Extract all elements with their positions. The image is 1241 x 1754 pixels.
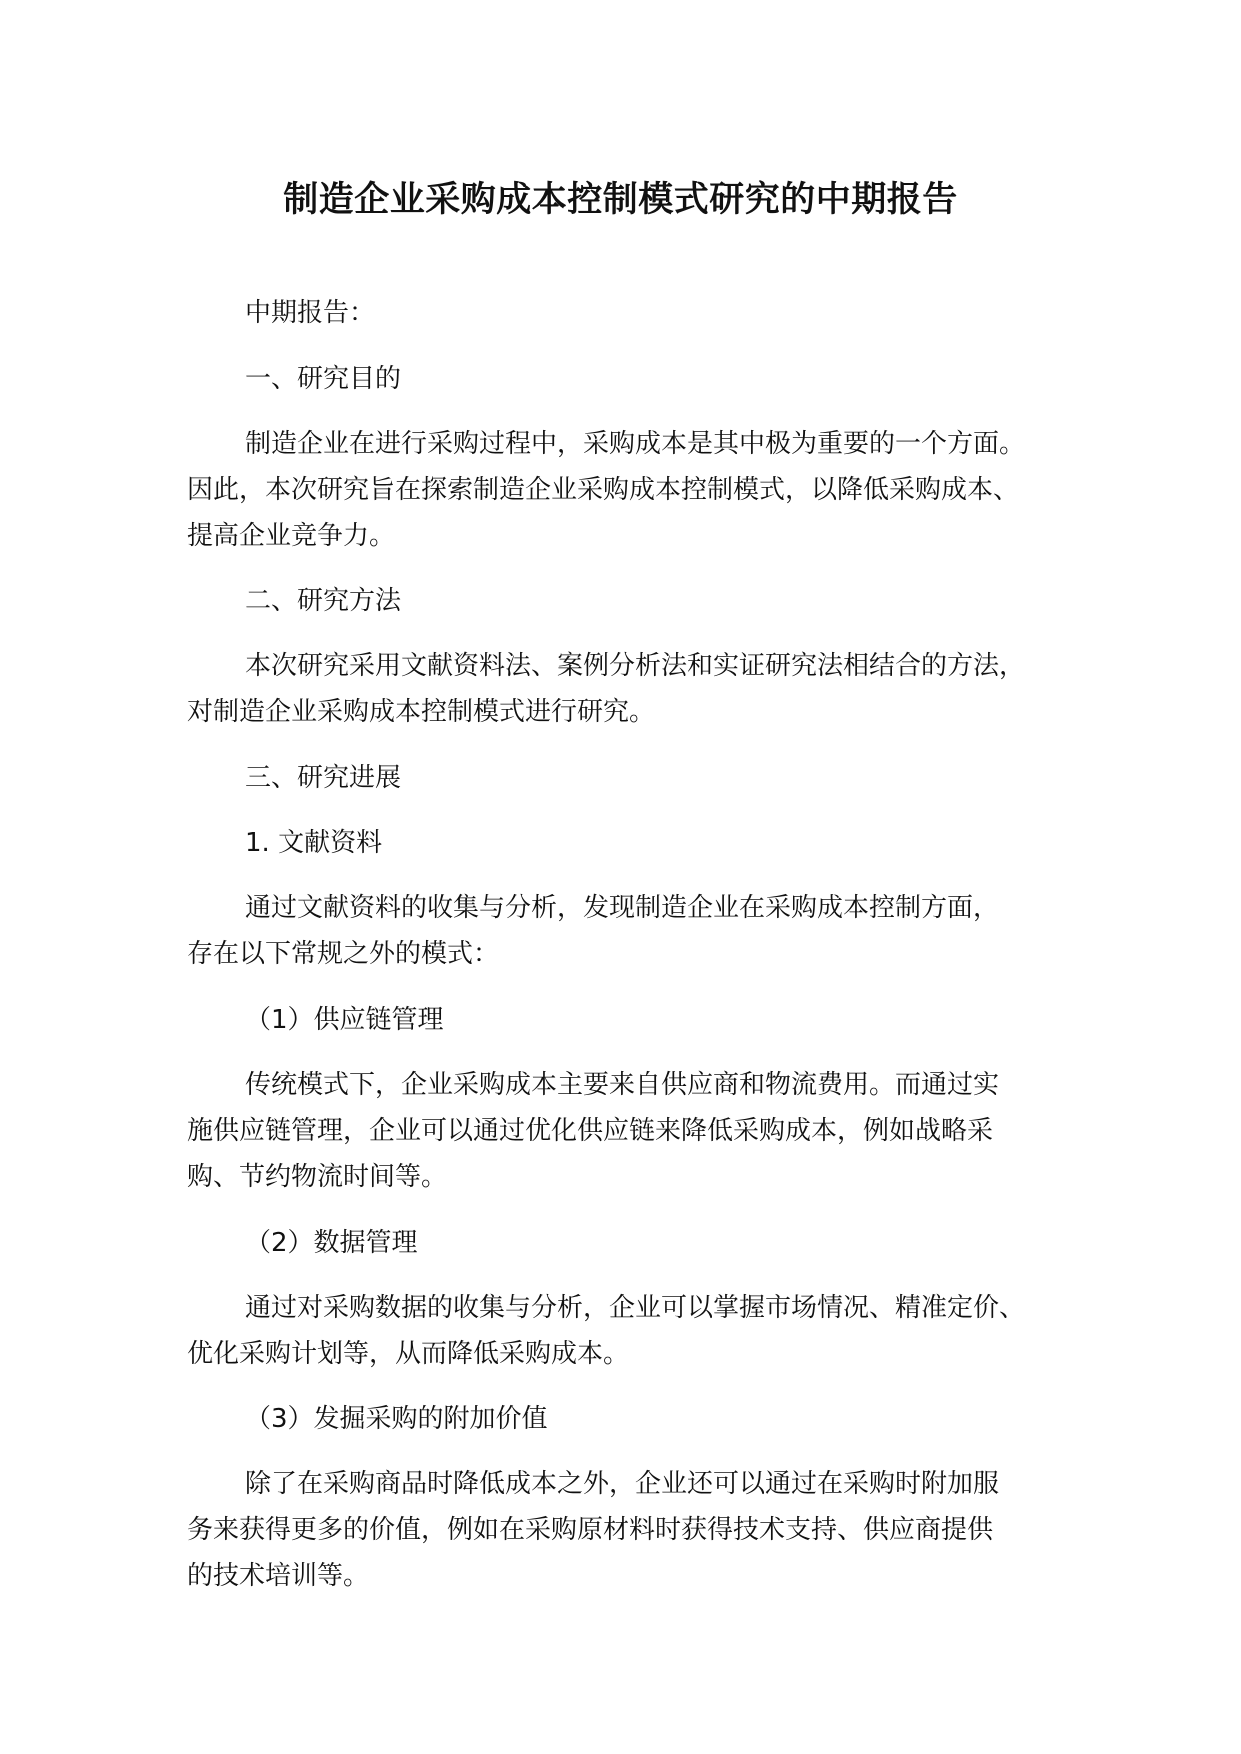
section-1-heading: 一、研究目的	[245, 364, 402, 394]
section-2-paragraph	[187, 643, 1077, 735]
subsection-1-paragraph	[187, 885, 1077, 977]
section-3-heading: 三、研究进展	[245, 763, 402, 793]
item-1-heading: （1）供应链管理	[245, 1005, 444, 1035]
paragraph-line: 的技术培训等。	[187, 1561, 370, 1591]
item-1-paragraph	[187, 1062, 1077, 1200]
paragraph-line: 存在以下常规之外的模式：	[187, 939, 500, 969]
paragraph-line: 传统模式下，企业采购成本主要来自供应商和物流费用。而通过实	[245, 1070, 1000, 1100]
item-3-heading: （3）发掘采购的附加价值	[245, 1404, 548, 1434]
subsection-1-heading: 1. 文献资料	[245, 828, 383, 858]
paragraph-line: 优化采购计划等，从而降低采购成本。	[187, 1339, 630, 1369]
paragraph-line: 购、节约物流时间等。	[187, 1162, 448, 1192]
paragraph-line: 通过对采购数据的收集与分析，企业可以掌握市场情况、精准定价、	[245, 1293, 1026, 1323]
intro-label: 中期报告：	[245, 298, 376, 328]
paragraph-line: 对制造企业采购成本控制模式进行研究。	[187, 697, 656, 727]
item-2-heading: （2）数据管理	[245, 1228, 418, 1258]
section-2-heading: 二、研究方法	[245, 586, 402, 616]
paragraph-line: 因此，本次研究旨在探索制造企业采购成本控制模式，以降低采购成本、	[187, 475, 1020, 505]
paragraph-line: 施供应链管理，企业可以通过优化供应链来降低采购成本，例如战略采	[187, 1116, 994, 1146]
paragraph-line: 通过文献资料的收集与分析，发现制造企业在采购成本控制方面，	[245, 893, 1000, 923]
paragraph-line: 除了在采购商品时降低成本之外，企业还可以通过在采购时附加服	[245, 1469, 1000, 1499]
paragraph-line: 制造企业在进行采购过程中，采购成本是其中极为重要的一个方面。	[245, 429, 1026, 459]
paragraph-line: 提高企业竞争力。	[187, 521, 396, 551]
item-2-paragraph	[187, 1285, 1077, 1377]
document-title: 制造企业采购成本控制模式研究的中期报告	[283, 180, 958, 220]
section-1-paragraph	[187, 421, 1077, 559]
paragraph-line: 务来获得更多的价值，例如在采购原材料时获得技术支持、供应商提供	[187, 1515, 994, 1545]
paragraph-line: 本次研究采用文献资料法、案例分析法和实证研究法相结合的方法，	[245, 651, 1026, 681]
item-3-paragraph	[187, 1461, 1077, 1599]
